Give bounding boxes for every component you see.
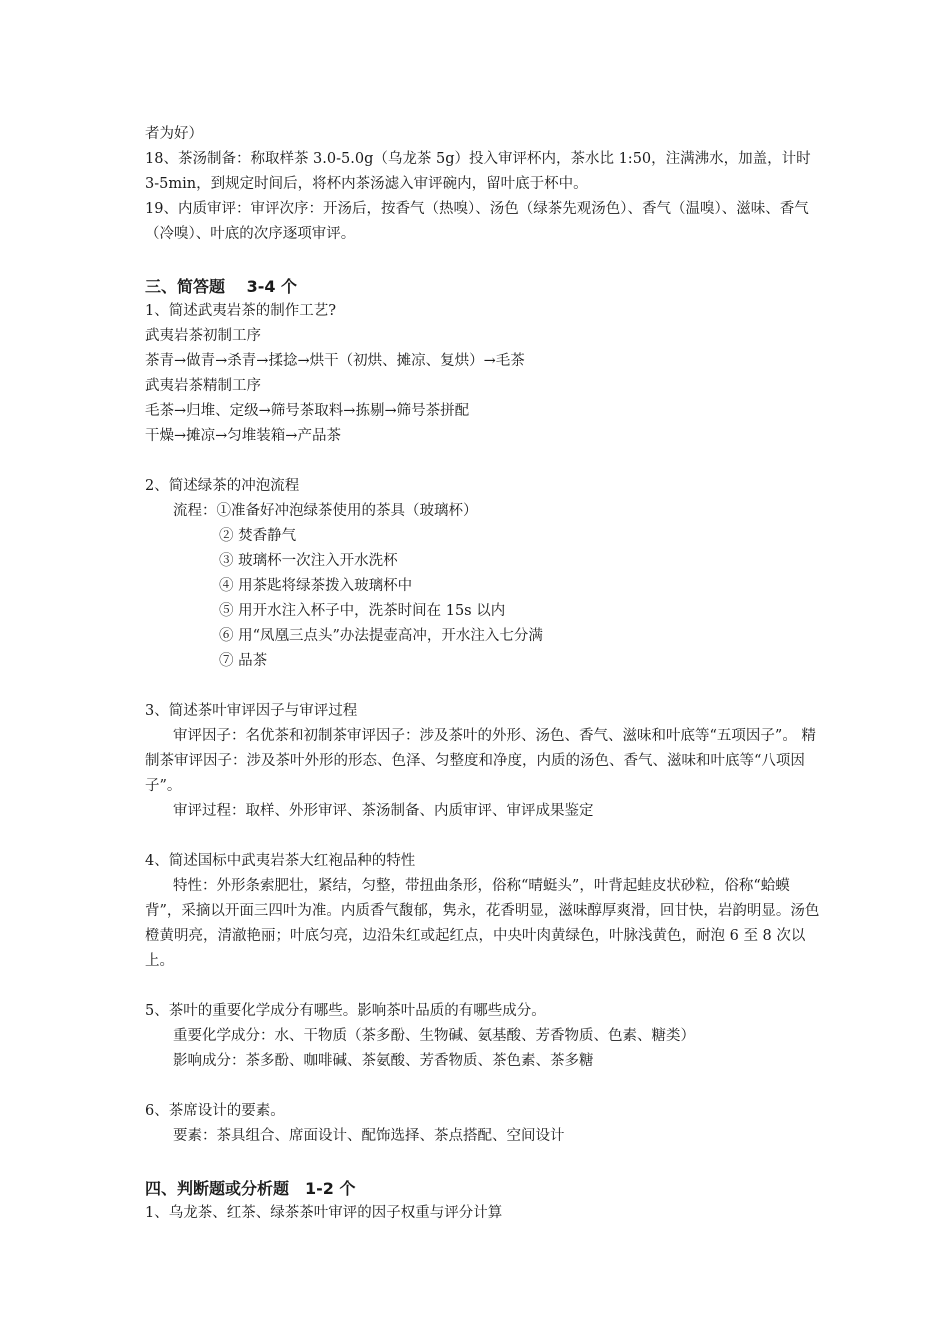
blank-line xyxy=(145,1149,825,1174)
blank-line xyxy=(145,247,825,272)
text-line: 者为好） xyxy=(145,126,203,142)
section-heading: 四、判断题或分析题 1-2 个 xyxy=(145,1179,356,1198)
text-line: 3、简述茶叶审评因子与审评过程 xyxy=(145,703,358,719)
text-line: 影响成分：茶多酚、咖啡碱、茶氨酸、芳香物质、茶色素、茶多糖 xyxy=(173,1053,594,1069)
text-line: 审评过程：取样、外形审评、茶汤制备、内质审评、审评成果鉴定 xyxy=(173,803,594,819)
text-line: 要素：茶具组合、席面设计、配饰选择、茶点搭配、空间设计 xyxy=(173,1128,565,1144)
blank-line xyxy=(145,974,825,999)
paragraph: 审评因子：名优茶和初制茶审评因子：涉及茶叶的外形、汤色、香气、滋味和叶底等“五项因子”。 精制茶审评因子：涉及茶叶外形的形态、色泽、匀整度和净度，内质的汤色、香气、滋味和叶底等“八项因子”。 xyxy=(145,728,816,794)
text-line: 2、简述绿茶的冲泡流程 xyxy=(145,478,300,494)
text-line: 重要化学成分：水、干物质（茶多酚、生物碱、氨基酸、芳香物质、色素、糖类） xyxy=(173,1028,695,1044)
text-line: 武夷岩茶精制工序 xyxy=(145,378,261,394)
text-line: 茶青→做青→杀青→揉捻→烘干（初烘、摊凉、复烘）→毛茶 xyxy=(145,353,525,369)
text-line: ③ 玻璃杯一次注入开水洗杯 xyxy=(219,553,398,569)
text-line: 干燥→摊凉→匀堆装箱→产品茶 xyxy=(145,428,341,444)
text-line: 毛茶→归堆、定级→筛号茶取料→拣剔→筛号茶拼配 xyxy=(145,403,470,419)
document-page xyxy=(145,122,825,1226)
blank-line xyxy=(145,674,825,699)
paragraph: 19、内质审评：审评次序：开汤后，按香气（热嗅）、汤色（绿茶先观汤色）、香气（温嗅）、滋味、香气（冷嗅）、叶底的次序逐项审评。 xyxy=(145,201,809,242)
text-line: 1、简述武夷岩茶的制作工艺? xyxy=(145,303,336,319)
text-line: 1、乌龙茶、红茶、绿茶茶叶审评的因子权重与评分计算 xyxy=(145,1205,503,1221)
blank-line xyxy=(145,449,825,474)
text-line: 5、茶叶的重要化学成分有哪些。影响茶叶品质的有哪些成分。 xyxy=(145,1003,546,1019)
section-heading: 三、简答题 3-4 个 xyxy=(145,277,298,296)
text-line: ② 焚香静气 xyxy=(219,528,297,544)
text-line: ④ 用茶匙将绿茶拨入玻璃杯中 xyxy=(219,578,413,594)
text-line: 6、茶席设计的要素。 xyxy=(145,1103,285,1119)
text-line: ⑦ 品茶 xyxy=(219,653,268,669)
text-line: ⑥ 用“凤凰三点头”办法提壶高冲，开水注入七分满 xyxy=(219,628,543,644)
blank-line xyxy=(145,1074,825,1099)
text-line: 4、简述国标中武夷岩茶大红袍品种的特性 xyxy=(145,853,416,869)
text-line: ⑤ 用开水注入杯子中，洗茶时间在 15s 以内 xyxy=(219,603,506,619)
paragraph: 18、茶汤制备：称取样茶 3.0-5.0g（乌龙茶 5g）投入审评杯内，茶水比 1:50，注满沸水，加盖，计时 3-5min，到规定时间后，将杯内茶汤滤入审评碗内，留叶底于杯中。 xyxy=(145,151,811,192)
blank-line xyxy=(145,824,825,849)
text-line: 流程：①准备好冲泡绿茶使用的茶具（玻璃杯） xyxy=(173,503,478,519)
paragraph: 特性：外形条索肥壮，紧结，匀整，带扭曲条形，俗称“晴蜓头”，叶背起蛙皮状砂粒，俗称“蛤蟆背”，采摘以开面三四叶为准。内质香气馥郁，隽永，花香明显，滋味醇厚爽滑，回甘快，岩韵明显。汤色橙黄明亮，清澈艳丽；叶底匀亮，边沿朱红或起红点，中央叶肉黄绿色，叶脉浅黄色，耐泡 6 至 8 次以上。 xyxy=(145,878,820,969)
text-line: 武夷岩茶初制工序 xyxy=(145,328,261,344)
